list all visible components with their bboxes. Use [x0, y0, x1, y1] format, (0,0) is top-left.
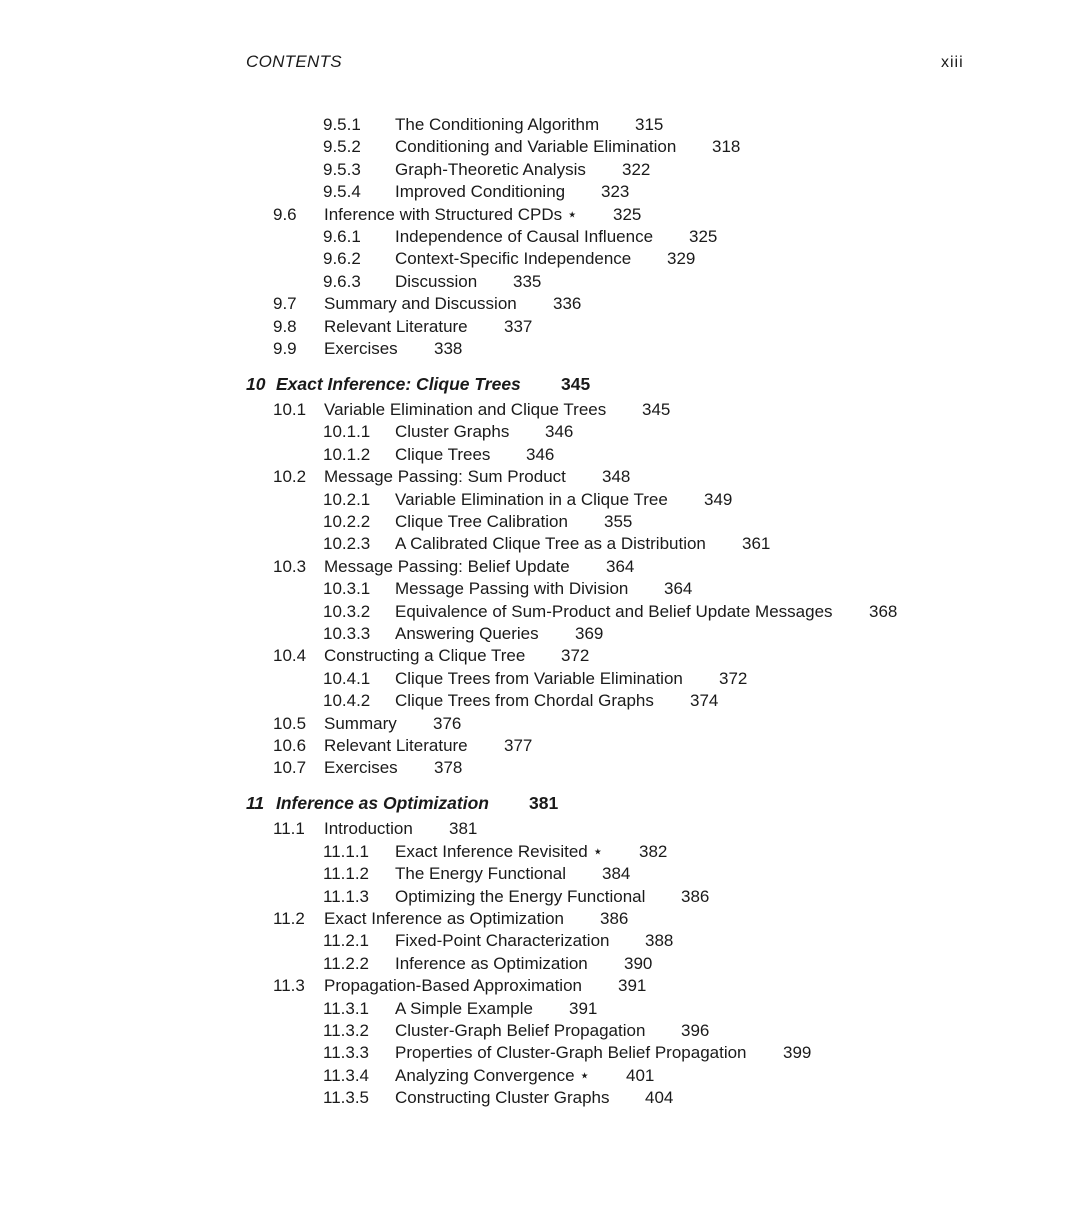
- entry-number: 10.3: [273, 556, 307, 576]
- entry-page: 388: [645, 931, 674, 951]
- entry-page: 384: [602, 864, 631, 884]
- entry-page: 345: [561, 374, 591, 394]
- entry-number: 10.1.2: [323, 444, 371, 464]
- entry-page: 377: [504, 736, 533, 755]
- entry-title: Improved Conditioning: [395, 182, 566, 202]
- entry-title: Message Passing with Division: [395, 579, 629, 599]
- entry-title: Relevant Literature: [324, 316, 468, 336]
- entry-number: 10.2.1: [323, 489, 371, 509]
- entry-page: 396: [681, 1021, 710, 1040]
- entry-page: 325: [613, 204, 642, 224]
- entry-page: 401: [626, 1065, 655, 1085]
- entry-page: 338: [434, 339, 463, 358]
- entry-number: 9.5.4: [323, 182, 361, 202]
- entry-title: Properties of Cluster-Graph Belief Propagation: [395, 1043, 747, 1063]
- entry-number: 9.6.1: [323, 227, 361, 246]
- entry-title: Cluster-Graph Belief Propagation: [395, 1021, 646, 1040]
- entry-title: Message Passing: Sum Product: [324, 467, 566, 487]
- entry-page: 322: [622, 159, 651, 179]
- entry-page: 325: [689, 227, 718, 246]
- entry-page: 329: [667, 249, 696, 269]
- entry-number: 9.5.1: [323, 115, 361, 134]
- entry-title: Clique Trees: [395, 444, 491, 464]
- entry-title: Exercises: [324, 758, 398, 778]
- entry-page: 315: [635, 115, 664, 134]
- entry-title: Message Passing: Belief Update: [324, 556, 570, 576]
- entry-page: 323: [601, 182, 630, 202]
- entry-title: The Conditioning Algorithm: [395, 115, 600, 134]
- entry-number: 11.3.5: [323, 1088, 370, 1108]
- entry-page: 361: [742, 534, 771, 554]
- entry-number: 11.2: [273, 909, 305, 928]
- entry-title: Conditioning and Variable Elimination: [395, 137, 677, 157]
- entry-title: Context-Specific Independence: [395, 249, 632, 269]
- entry-number: 10.5: [273, 713, 307, 733]
- entry-title: Clique Tree Calibration: [395, 512, 568, 531]
- entry-number: 10: [246, 374, 266, 394]
- entry-title: Analyzing Convergence ⋆: [395, 1065, 590, 1085]
- entry-number: 9.7: [273, 294, 297, 314]
- entry-page: 349: [704, 489, 733, 509]
- entry-number: 9.8: [273, 316, 297, 336]
- entry-page: 391: [618, 976, 647, 996]
- entry-page: 382: [639, 841, 668, 861]
- entry-number: 10.6: [273, 736, 307, 755]
- entry-title: Graph-Theoretic Analysis: [395, 159, 586, 179]
- entry-number: 9.6: [273, 204, 297, 224]
- entry-title: A Calibrated Clique Tree as a Distribution: [395, 534, 706, 554]
- entry-title: Answering Queries: [395, 624, 539, 643]
- entry-number: 10.3.1: [323, 579, 371, 599]
- entry-page: 318: [712, 137, 741, 157]
- entry-page: 369: [575, 624, 604, 643]
- entry-title: Variable Elimination in a Clique Tree: [395, 489, 668, 509]
- entry-page: 368: [869, 601, 898, 621]
- entry-title: Cluster Graphs: [395, 422, 510, 442]
- entry-title: Exact Inference Revisited ⋆: [395, 841, 604, 861]
- entry-page: 355: [604, 512, 633, 531]
- entry-number: 9.5.2: [323, 137, 361, 157]
- entry-title: Clique Trees from Variable Elimination: [395, 668, 683, 688]
- entry-title: Inference with Structured CPDs ⋆: [324, 204, 578, 224]
- entry-title: Introduction: [324, 819, 413, 839]
- entry-page: 346: [545, 422, 574, 442]
- entry-title: Constructing a Clique Tree: [324, 646, 526, 666]
- entry-page: 372: [561, 646, 590, 666]
- entry-number: 9.5.3: [323, 159, 361, 179]
- entry-page: 404: [645, 1088, 674, 1108]
- entry-number: 10.4.1: [323, 668, 371, 688]
- entry-number: 10.1: [273, 400, 307, 419]
- entry-number: 11.3.1: [323, 998, 370, 1018]
- entry-title: Discussion: [395, 271, 478, 291]
- entry-number: 9.9: [273, 339, 297, 358]
- entry-page: 364: [664, 579, 693, 599]
- entry-title: Variable Elimination and Clique Trees: [324, 400, 607, 419]
- entry-number: 10.1.1: [323, 422, 371, 442]
- entry-title: Relevant Literature: [324, 736, 468, 755]
- entry-number: 11.1.2: [323, 864, 370, 884]
- entry-page: 348: [602, 467, 631, 487]
- entry-title: Fixed-Point Characterization: [395, 931, 610, 951]
- entry-page: 386: [600, 909, 629, 928]
- entry-number: 11.2.2: [323, 953, 370, 973]
- entry-title: Constructing Cluster Graphs: [395, 1088, 610, 1108]
- entry-number: 11.3.2: [323, 1021, 370, 1040]
- entry-page: 335: [513, 271, 542, 291]
- entry-page: 376: [433, 713, 462, 733]
- entry-title: Propagation-Based Approximation: [324, 976, 582, 996]
- running-head: CONTENTS: [246, 52, 342, 71]
- entry-number: 11.1.3: [323, 886, 370, 906]
- entry-number: 11: [246, 793, 265, 814]
- entry-page: 378: [434, 758, 463, 778]
- entry-page: 337: [504, 316, 533, 336]
- entry-title: Exact Inference as Optimization: [324, 909, 565, 928]
- entry-title: Summary: [324, 713, 397, 733]
- entry-title: Inference as Optimization: [276, 793, 489, 814]
- entry-title: Exercises: [324, 339, 398, 358]
- entry-number: 11.3.3: [323, 1043, 370, 1063]
- entry-page: 390: [624, 953, 653, 973]
- entry-number: 9.6.3: [323, 271, 361, 291]
- entry-page: 381: [529, 793, 559, 814]
- entry-page: 391: [569, 998, 598, 1018]
- entry-page: 399: [783, 1043, 812, 1063]
- entry-title: Independence of Causal Influence: [395, 227, 654, 246]
- entry-number: 11.3.4: [323, 1065, 370, 1085]
- entry-number: 10.7: [273, 758, 307, 778]
- entry-page: 346: [526, 444, 555, 464]
- entry-title: Optimizing the Energy Functional: [395, 886, 646, 906]
- entry-title: Inference as Optimization: [395, 953, 588, 973]
- entry-title: Exact Inference: Clique Trees: [276, 374, 521, 394]
- entry-number: 10.2.2: [323, 512, 371, 531]
- entry-number: 10.4.2: [323, 691, 371, 711]
- entry-page: 381: [449, 819, 478, 839]
- entry-page: 364: [606, 556, 635, 576]
- entry-number: 11.1.1: [323, 841, 370, 861]
- page-number: xiii: [941, 54, 964, 71]
- entry-number: 9.6.2: [323, 249, 361, 269]
- entry-number: 11.1: [273, 819, 305, 839]
- entry-title: A Simple Example: [395, 998, 533, 1018]
- entry-number: 10.2.3: [323, 534, 371, 554]
- entry-number: 11.3: [273, 976, 305, 996]
- entry-page: 372: [719, 668, 748, 688]
- entry-number: 10.2: [273, 467, 307, 487]
- entry-title: Summary and Discussion: [324, 294, 517, 314]
- entry-number: 10.3.2: [323, 601, 371, 621]
- entry-page: 374: [690, 691, 719, 711]
- entry-number: 11.2.1: [323, 931, 370, 951]
- entry-page: 386: [681, 886, 710, 906]
- entry-page: 336: [553, 294, 582, 314]
- entry-title: The Energy Functional: [395, 864, 567, 884]
- entry-page: 345: [642, 400, 671, 419]
- entry-title: Equivalence of Sum-Product and Belief Update Messages: [395, 601, 833, 621]
- entry-number: 10.4: [273, 646, 307, 666]
- entry-number: 10.3.3: [323, 624, 371, 643]
- entry-title: Clique Trees from Chordal Graphs: [395, 691, 654, 711]
